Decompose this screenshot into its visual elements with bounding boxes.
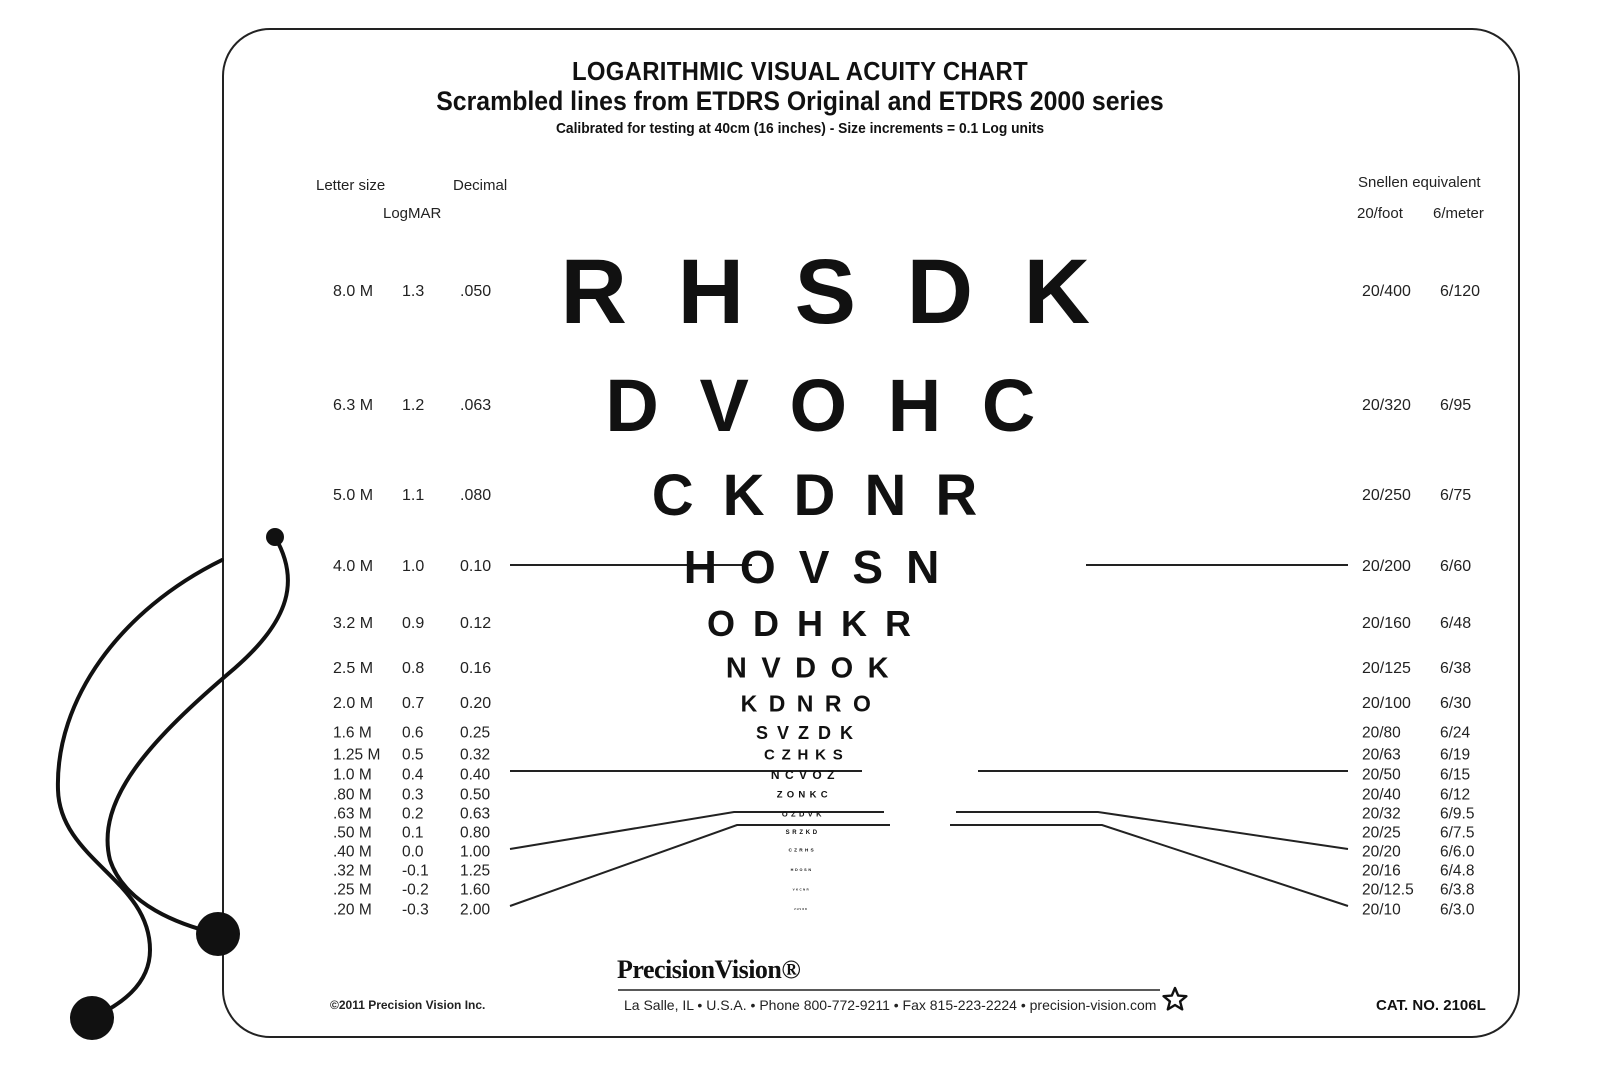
letter-size-value: 1.25 M [333,746,381,764]
brand-logo: PrecisionVision® [617,955,801,984]
letter-size-value: .40 M [333,843,372,861]
optotype-line: HDOSN [790,868,813,873]
snellen-meter-value: 6/60 [1440,558,1472,575]
logmar-value: 0.8 [402,660,425,677]
decimal-value: .063 [460,397,492,414]
decimal-value: 0.12 [460,615,492,632]
decimal-value: 0.16 [460,660,492,677]
optotype-line: HOVSN [683,541,963,593]
contact-address: La Salle, IL • U.S.A. • Phone 800-772-9211 • Fax 815-223-2224 • precision-vision.com [624,997,1157,1013]
optotype-line: CZHKS [764,746,850,764]
decimal-value: .050 [460,283,492,300]
decimal-value: 1.00 [460,843,491,861]
letter-size-value: 6.3 M [333,397,374,414]
letter-size-value: 2.0 M [333,695,374,712]
letter-size-value: .25 M [333,881,372,899]
star-icon [1162,986,1188,1012]
snellen-foot-value: 20/100 [1362,695,1411,712]
meter-header: 6/meter [1433,205,1484,222]
optotype-line: OZDVK [781,809,825,819]
logmar-value: 1.3 [402,283,425,300]
decimal-value: 0.10 [460,558,492,575]
logmar-header: LogMAR [383,205,442,222]
snellen-foot-value: 20/200 [1362,558,1411,575]
snellen-meter-value: 6/6.0 [1440,843,1475,861]
optotype-line: CZRHS [788,848,816,854]
snellen-foot-value: 20/320 [1362,397,1411,414]
decimal-value: 1.60 [460,881,491,899]
logmar-value: -0.3 [402,901,429,919]
decimal-value: 0.32 [460,746,491,764]
snellen-foot-value: 20/250 [1362,487,1411,504]
chart-title: LOGARITHMIC VISUAL ACUITY CHART [572,56,1028,86]
letter-size-value: .20 M [333,901,372,919]
logmar-value: 0.9 [402,615,425,632]
optotype-line: ZHVOD [794,907,808,911]
snellen-meter-value: 6/38 [1440,660,1472,677]
snellen-header: Snellen equivalent [1358,174,1481,191]
optotype-line: RHSDK [560,241,1141,343]
letter-size-value: 1.0 M [333,766,372,784]
snellen-foot-value: 20/25 [1362,824,1401,842]
letter-size-value: .80 M [333,786,372,804]
snellen-meter-value: 6/75 [1440,487,1472,504]
copyright-text: ©2011 Precision Vision Inc. [330,998,486,1012]
letter-size-value: 8.0 M [333,283,374,300]
optotype-line: NCVOZ [770,768,840,782]
logmar-value: -0.2 [402,881,429,899]
snellen-meter-value: 6/4.8 [1440,862,1475,880]
snellen-foot-value: 20/16 [1362,862,1401,880]
letter-size-value: .32 M [333,862,372,880]
optotype-line: KDNRO [740,690,883,717]
optotype-line: NVDOK [725,652,904,685]
logmar-value: 0.7 [402,695,425,712]
snellen-foot-value: 20/125 [1362,660,1411,677]
logmar-value: 0.3 [402,786,424,804]
logmar-value: 1.1 [402,487,425,504]
snellen-foot-value: 20/40 [1362,786,1401,804]
snellen-meter-value: 6/48 [1440,615,1472,632]
logmar-value: 1.2 [402,397,425,414]
snellen-foot-value: 20/10 [1362,901,1401,919]
optotype-line: ODHKR [707,603,929,644]
decimal-value: 0.25 [460,724,491,742]
optotype-line: CKDNR [651,463,1007,528]
snellen-foot-value: 20/400 [1362,283,1411,300]
snellen-meter-value: 6/7.5 [1440,824,1475,842]
decimal-value: 0.50 [460,786,491,804]
snellen-meter-value: 6/24 [1440,724,1471,742]
snellen-foot-value: 20/32 [1362,805,1401,823]
optotype-line: SRZKD [785,830,820,836]
logmar-value: 0.5 [402,746,424,764]
snellen-meter-value: 6/3.0 [1440,901,1475,919]
snellen-meter-value: 6/12 [1440,786,1471,804]
decimal-value: 2.00 [460,901,491,919]
snellen-meter-value: 6/30 [1440,695,1472,712]
letter-size-value: 1.6 M [333,724,372,742]
snellen-foot-value: 20/50 [1362,766,1401,784]
snellen-meter-value: 6/19 [1440,746,1471,764]
optotype-line: VKCNR [792,887,811,892]
catalog-number: CAT. NO. 2106L [1376,997,1486,1014]
logmar-value: 0.4 [402,766,424,784]
snellen-meter-value: 6/15 [1440,766,1471,784]
letter-size-value: .50 M [333,824,372,842]
decimal-value: .080 [460,487,492,504]
logmar-value: 0.0 [402,843,424,861]
letter-size-value: 2.5 M [333,660,374,677]
optotype-line: SVZDK [755,723,862,743]
foot-header: 20/foot [1357,205,1403,222]
optotype-line: DVOHC [605,364,1077,447]
decimal-value: 0.20 [460,695,492,712]
decimal-value: 1.25 [460,862,491,880]
logmar-value: 1.0 [402,558,425,575]
optotype-line: ZONKC [776,789,832,801]
decimal-value: 0.63 [460,805,491,823]
chart-subtitle: Scrambled lines from ETDRS Original and ETDRS 2000 series [436,86,1164,116]
letter-size-value: 3.2 M [333,615,374,632]
snellen-meter-value: 6/3.8 [1440,881,1475,899]
snellen-foot-value: 20/20 [1362,843,1401,861]
letter-size-header: Letter size [316,177,386,194]
snellen-foot-value: 20/160 [1362,615,1411,632]
decimal-value: 0.80 [460,824,491,842]
snellen-meter-value: 6/9.5 [1440,805,1475,823]
snellen-foot-value: 20/63 [1362,746,1401,764]
calibration-note: Calibrated for testing at 40cm (16 inches) - Size increments = 0.1 Log units [555,120,1045,137]
snellen-meter-value: 6/95 [1440,397,1472,414]
logmar-value: 0.1 [402,824,424,842]
decimal-value: 0.40 [460,766,491,784]
letter-size-value: .63 M [333,805,372,823]
logmar-value: -0.1 [402,862,429,880]
decimal-header: Decimal [453,177,508,194]
letter-size-value: 4.0 M [333,558,374,575]
snellen-foot-value: 20/80 [1362,724,1401,742]
letter-size-value: 5.0 M [333,487,374,504]
logmar-value: 0.6 [402,724,424,742]
snellen-meter-value: 6/120 [1440,283,1481,300]
logmar-value: 0.2 [402,805,424,823]
snellen-foot-value: 20/12.5 [1362,881,1414,899]
